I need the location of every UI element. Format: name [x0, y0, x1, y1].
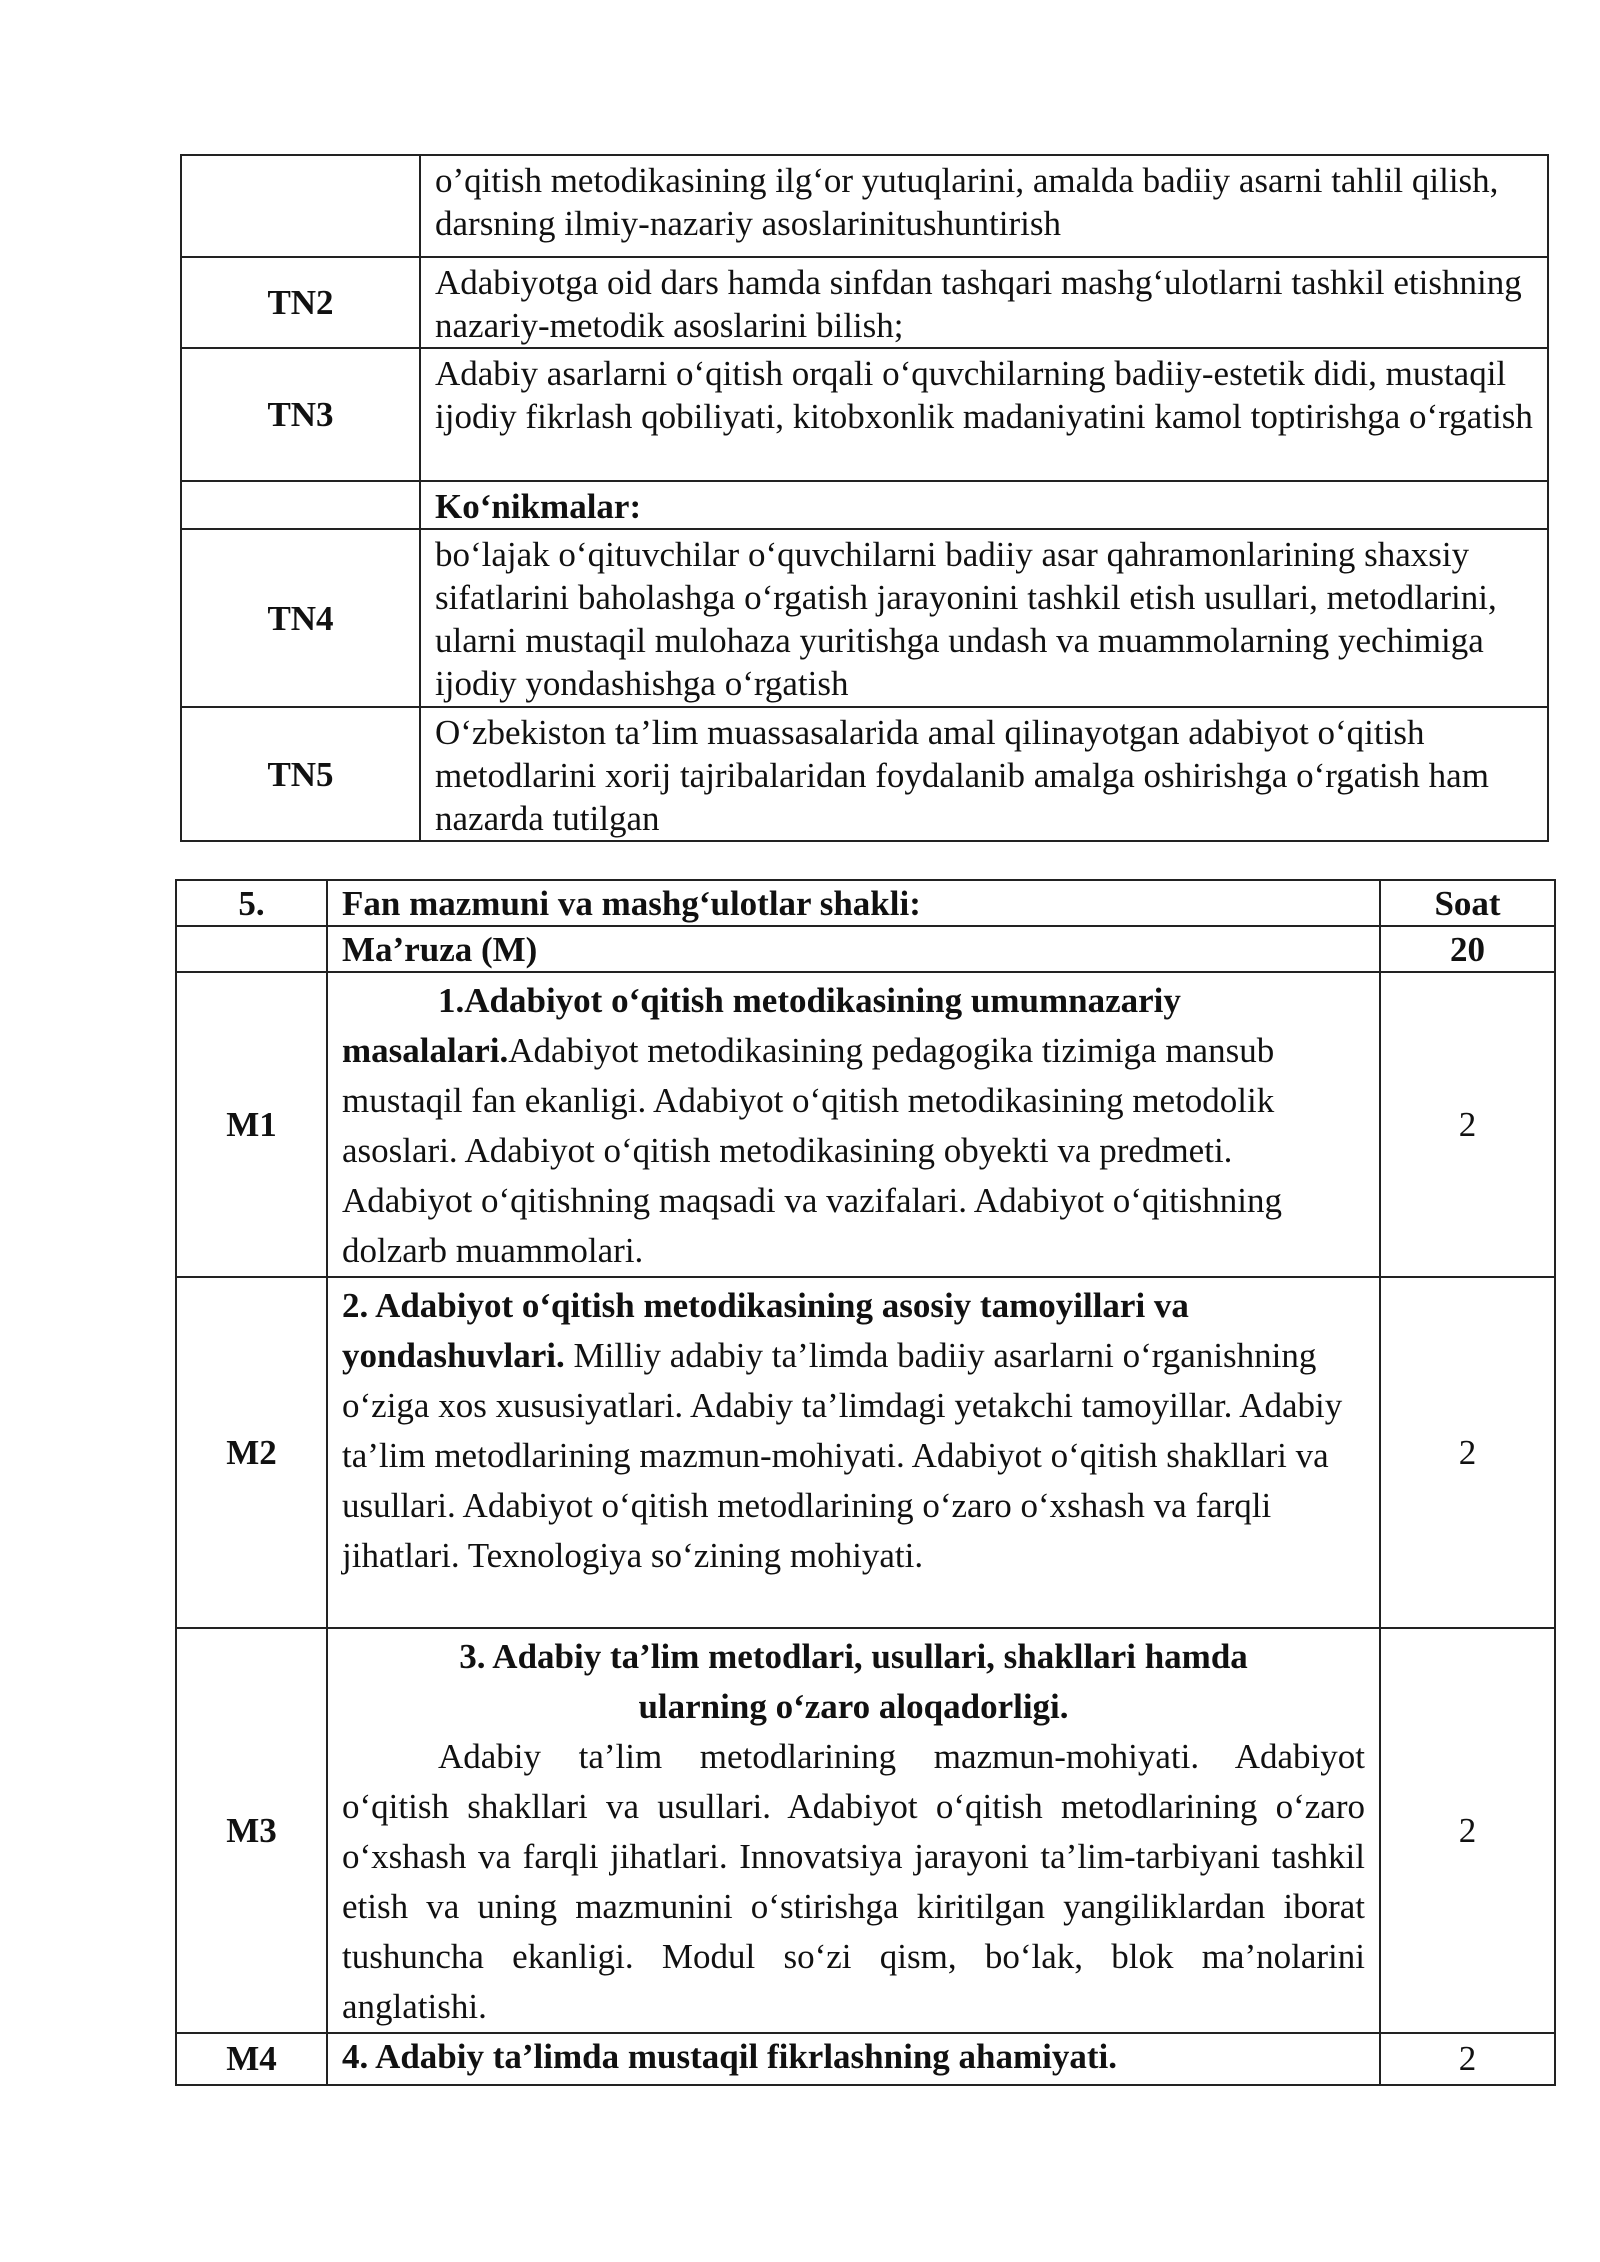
topic-hours: 2	[1380, 1277, 1555, 1628]
topic-hours: 2	[1380, 1628, 1555, 2033]
table-row	[181, 481, 1548, 529]
learning-outcomes-table	[180, 154, 1549, 842]
outcome-code: TN3	[181, 348, 420, 481]
outcome-code: TN2	[181, 257, 420, 348]
topic-hours: 2	[1380, 972, 1555, 1277]
outcome-text: Adabiyotga oid dars hamda sinfdan tashqari mashg‘ulotlarni tashkil etishning nazariy-metodik asoslarini bilish;	[420, 257, 1548, 348]
topic-title: ularning o‘zaro aloqadorligi.	[638, 1687, 1069, 1726]
topic-code: M1	[176, 972, 327, 1277]
topic-body: Adabiyot metodikasining pedagogika tizimiga mansub mustaqil fan ekanligi. Adabiyot o‘qitish metodikasining metodolik asoslari. Adabiyot o‘qitish metodikasining obyekti va predmeti. Adabiyot o‘qitishning maqsadi va vazifalari. Adabiyot o‘qitishning dolzarb muammolari.	[342, 1031, 1282, 1270]
topic-title: 3. Adabiy ta’lim metodlari, usullari, shakllari hamda	[459, 1637, 1248, 1676]
table-row	[181, 155, 1548, 257]
topic-title: 4. Adabiy ta’limda mustaqil fikrlashning ahamiyati.	[327, 2033, 1380, 2085]
skills-heading: Ko‘nikmalar:	[420, 481, 1548, 529]
table-row	[176, 926, 1555, 972]
topic-body: Adabiy ta’lim metodlarining mazmun-mohiyati. Adabiyot o‘qitish shakllari va usullari. Adabiyot o‘qitish metodlarining o‘zaro o‘xshash va farqli jihatlari. Innovatsiya jarayoni ta’lim-tarbiyani tashkil etish va uning mazmunini o‘stirishga kiritilgan yangiliklardan iborat tushuncha ekanligi. Modul so‘zi qism, bo‘lak, blok ma’nolarini anglatishi.	[342, 1737, 1365, 2026]
hours-heading: Soat	[1380, 880, 1555, 926]
table-row	[176, 1628, 1555, 2033]
content-heading: Fan mazmuni va mashg‘ulotlar shakli:	[327, 880, 1380, 926]
topic-cell	[327, 972, 1380, 1277]
topic-cell	[327, 1277, 1380, 1628]
topic-code: M2	[176, 1277, 327, 1628]
outcome-code: TN5	[181, 707, 420, 841]
topic-cell	[327, 1628, 1380, 2033]
table-row	[181, 348, 1548, 481]
topic-body: Milliy adabiy ta’limda badiiy asarlarni o‘rganishning o‘ziga xos xususiyatlari. Adabiy ta’limdagi yetakchi tamoyillar. Adabiy ta’lim metodlarining mazmun-mohiyati. Adabiyot o‘qitish shakllari va usullari. Adabiyot o‘qitish metodlarining o‘zaro o‘xshash va farqli jihatlari. Texnologiya so‘zining mohiyati.	[342, 1336, 1343, 1575]
outcome-text: Adabiy asarlarni o‘qitish orqali o‘quvchilarning badiiy-estetik didi, mustaqil ijodiy fikrlash qobiliyati, kitobxonlik madaniyatini kamol toptirishga o‘rgatish	[420, 348, 1548, 481]
topic-title: masalalari.	[342, 1031, 509, 1070]
outcome-text: o’qitish metodikasining ilg‘or yutuqlarini, amalda badiiy asarni tahlil qilish, darsning ilmiy-nazariy asoslarinitushuntirish	[420, 155, 1548, 257]
table-row	[181, 529, 1548, 707]
lecture-section-title: Ma’ruza (M)	[327, 926, 1380, 972]
course-content-table	[175, 879, 1556, 2086]
outcome-code: TN4	[181, 529, 420, 707]
outcome-text: bo‘lajak o‘qituvchilar o‘quvchilarni badiiy asar qahramonlarining shaxsiy sifatlarini baholashga o‘rgatish jarayonini tashkil etish usullari, metodlarini, ularni mustaqil mulohaza yuritishga undash va muammolarning yechimiga ijodiy yondashishga o‘rgatish	[420, 529, 1548, 707]
topic-title: 1.Adabiyot o‘qitish metodikasining umumnazariy	[438, 981, 1181, 1020]
lecture-total-hours: 20	[1380, 926, 1555, 972]
topic-code: M4	[176, 2033, 327, 2085]
section-number: 5.	[176, 880, 327, 926]
section-code	[176, 926, 327, 972]
topic-code: M3	[176, 1628, 327, 2033]
table-row	[176, 2033, 1555, 2085]
topic-hours: 2	[1380, 2033, 1555, 2085]
outcome-code	[181, 155, 420, 257]
outcome-code	[181, 481, 420, 529]
table-row	[176, 972, 1555, 1277]
table-row	[181, 257, 1548, 348]
table-row	[176, 1277, 1555, 1628]
topic-title: 2. Adabiyot o‘qitish metodikasining asosiy tamoyillari va yondashuvlari.	[342, 1286, 1189, 1375]
outcome-text: O‘zbekiston ta’lim muassasalarida amal qilinayotgan adabiyot o‘qitish metodlarini xorij tajribalaridan foydalanib amalga oshirishga o‘rgatish ham nazarda tutilgan	[420, 707, 1548, 841]
table-header-row	[176, 880, 1555, 926]
table-row	[181, 707, 1548, 841]
